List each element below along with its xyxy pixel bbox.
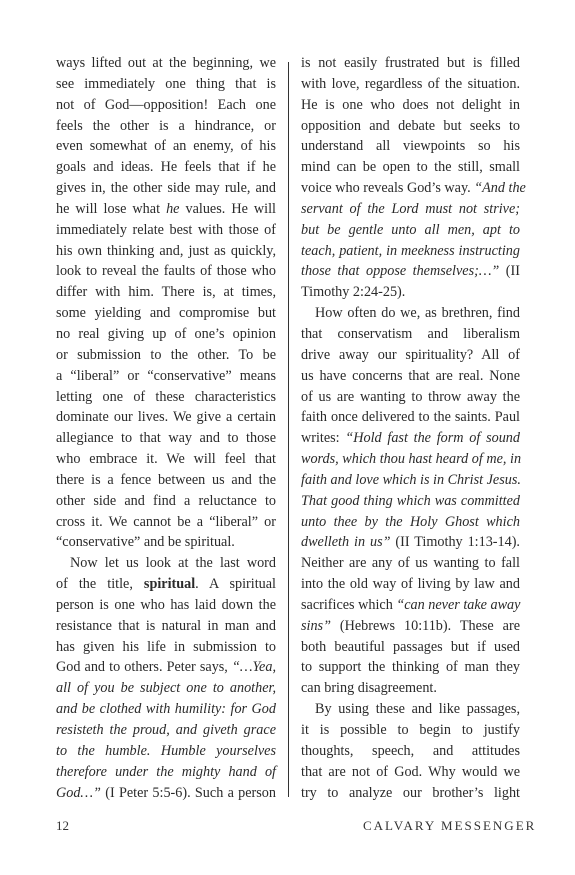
italic-text: “…Yea,	[231, 659, 276, 676]
text-segment: (II Timothy 1:13-14).	[390, 534, 520, 551]
text-segment: understand all viewpoints so his	[301, 138, 520, 155]
text-line	[56, 366, 276, 387]
text-line	[301, 657, 520, 678]
text-line	[301, 53, 520, 74]
text-line	[301, 532, 520, 553]
text-segment: (Hebrews 10:11b). These are	[330, 617, 520, 634]
text-segment: goals and ideas. He feels that if he	[56, 159, 276, 176]
text-line	[56, 220, 276, 241]
text-segment: allegiance to that way and to those	[56, 430, 276, 447]
text-line	[56, 53, 276, 74]
text-segment: look to reveal the faults of those who	[56, 263, 276, 280]
text-segment: both beautiful passages but if used	[301, 638, 520, 655]
text-segment: He is one who does not delight in	[301, 96, 520, 113]
text-segment: dominate our lives. We give a certain	[56, 409, 276, 426]
text-line	[301, 261, 520, 282]
text-line	[301, 199, 520, 220]
text-segment: (I Peter 5:5-6). Such a person	[100, 784, 276, 801]
text-segment: not of God—opposition! Each one	[56, 96, 276, 113]
text-segment: drive away our spirituality? All of	[301, 346, 520, 363]
text-segment: differ with him. There is, at times,	[56, 284, 276, 301]
text-line	[301, 783, 520, 804]
text-line	[56, 178, 276, 199]
text-line	[301, 407, 520, 428]
text-line	[56, 95, 276, 116]
text-segment: see immediately one thing that is	[56, 75, 276, 92]
text-segment: his own thinking and, just as quickly,	[56, 242, 276, 259]
text-line	[301, 512, 520, 533]
text-segment: a “liberal” or “conservative” means	[56, 367, 276, 384]
text-line	[301, 553, 520, 574]
text-segment: feels the other is a hindrance, or	[56, 117, 276, 134]
text-segment: has given his life in submission to	[56, 638, 276, 655]
text-segment: faith once delivered to the saints. Paul	[301, 409, 520, 426]
italic-text: God…”	[56, 784, 101, 801]
italic-text: That good thing which was committed	[301, 492, 520, 509]
italic-text: “can never take away	[396, 596, 521, 613]
text-line	[56, 720, 276, 741]
text-segment: voice who reveals God’s way.	[301, 180, 475, 197]
text-line	[56, 324, 276, 345]
bold-text: spiritual	[143, 576, 196, 593]
text-segment: letting one of these characteristics	[56, 388, 276, 405]
text-line	[56, 741, 276, 762]
italic-text: all of you be subject one to another,	[56, 680, 276, 697]
text-line	[56, 428, 276, 449]
text-line	[56, 574, 276, 595]
text-line	[301, 74, 520, 95]
text-segment: can bring disagreement.	[301, 680, 437, 697]
text-segment: no real giving up of one’s opinion	[56, 325, 276, 342]
text-line	[301, 637, 520, 658]
text-segment: he will lose what	[56, 200, 167, 217]
text-segment: values. He will	[179, 200, 276, 217]
text-segment: writes:	[301, 430, 346, 447]
text-segment: some yielding and compromise but	[56, 305, 276, 322]
text-segment: thoughts, speech, and attitudes	[301, 742, 520, 759]
text-segment: it is possible to begin to justify	[301, 722, 520, 738]
italic-text: resisteth the proud, and giveth grace	[56, 722, 276, 738]
italic-text: to the humble. Humble yourselves	[56, 742, 276, 759]
left-text-column	[56, 53, 276, 803]
text-line	[56, 157, 276, 178]
text-segment: By using these and like passages,	[315, 701, 520, 718]
italic-text: sins”	[301, 617, 331, 634]
italic-text: words, which thou hast heard of me, in	[301, 451, 522, 468]
text-segment: that are not of God. Why would we	[301, 763, 520, 780]
text-line	[56, 261, 276, 282]
text-line	[301, 116, 520, 137]
text-segment: other side and find a reluctance to	[56, 492, 276, 509]
text-segment: who embrace it. We will feel that	[56, 451, 276, 468]
text-line	[56, 512, 276, 533]
text-segment: (II	[499, 263, 520, 280]
text-segment: resistance that is natural in man and	[56, 617, 276, 634]
text-line	[56, 241, 276, 262]
text-line	[301, 699, 520, 720]
text-segment: sacrifices which	[301, 596, 397, 613]
text-line	[301, 470, 520, 491]
text-segment: with love, regardless of the situation.	[301, 75, 520, 92]
italic-text: therefore under the mighty hand of	[56, 763, 276, 780]
text-line	[301, 345, 520, 366]
text-segment: is not easily frustrated but is filled	[301, 55, 520, 71]
text-segment: there is a fence between us and the	[56, 471, 276, 488]
text-segment: immediately relate best with those of	[56, 221, 276, 238]
italic-text: dwelleth in us”	[301, 534, 391, 551]
column-divider	[288, 62, 289, 797]
text-segment: How often do we, as brethren, find	[315, 305, 520, 322]
text-line	[301, 595, 520, 616]
text-line	[301, 220, 520, 241]
text-segment: Neither are any of us wanting to fall	[301, 555, 520, 572]
text-segment: of the title,	[56, 576, 144, 593]
text-segment: mind can be open to the still, small	[301, 159, 520, 176]
italic-text: unto thee by the Holy Ghost which	[301, 513, 520, 530]
text-line	[56, 407, 276, 428]
italic-text: faith and love which is in Christ Jesus.	[301, 471, 521, 488]
right-text-column	[301, 53, 526, 803]
text-line	[56, 470, 276, 491]
text-line	[56, 532, 276, 553]
text-line	[56, 387, 276, 408]
text-line	[301, 428, 520, 449]
italic-text: “Hold fast the form of sound	[345, 430, 520, 447]
italic-text: teach, patient, in meekness instructing	[301, 242, 520, 259]
text-line	[56, 136, 276, 157]
text-segment: cross it. We cannot be a “liberal” or	[56, 513, 276, 530]
text-segment: even somewhat of an enemy, of his	[56, 138, 276, 155]
text-line	[56, 199, 276, 220]
text-line	[301, 95, 520, 116]
text-line	[56, 783, 276, 804]
text-segment: Timothy 2:24-25).	[301, 284, 406, 301]
text-line	[301, 157, 520, 178]
running-footer-title: CALVARY MESSENGER	[363, 818, 537, 833]
text-segment: opposition and debate but seeks to	[301, 117, 520, 134]
text-segment: God and to others. Peter says,	[56, 659, 232, 676]
text-segment: us have concerns that are real. None	[301, 367, 520, 384]
text-line	[56, 553, 276, 574]
text-line	[56, 699, 276, 720]
text-line	[301, 678, 520, 699]
text-line	[301, 282, 520, 303]
text-segment: . A spiritual	[195, 576, 276, 593]
italic-text: servant of the Lord must not strive;	[301, 200, 520, 217]
text-line	[301, 241, 520, 262]
text-segment: of us are wanting to throw away the	[301, 388, 520, 405]
text-segment: to support the thinking of man they	[301, 659, 520, 676]
text-segment: ways lifted out at the beginning, we	[56, 55, 276, 71]
text-line	[301, 574, 520, 595]
text-line	[56, 657, 276, 678]
text-line	[301, 324, 520, 345]
text-line	[56, 282, 276, 303]
text-line	[56, 303, 276, 324]
text-line	[301, 303, 520, 324]
text-line	[56, 74, 276, 95]
text-segment: try to analyze our brother’s light	[301, 784, 520, 801]
text-line	[301, 449, 520, 470]
page-number: 12	[56, 818, 69, 833]
text-line	[56, 637, 276, 658]
text-line	[301, 136, 520, 157]
text-line	[56, 616, 276, 637]
italic-text: those that oppose themselves;…”	[301, 263, 500, 280]
text-segment: “conservative” and be spiritual.	[56, 534, 235, 551]
italic-text: but be gentle unto all men, apt to	[301, 221, 520, 238]
text-segment: into the old way of living by law and	[301, 576, 520, 593]
text-line	[301, 491, 520, 512]
text-line	[301, 616, 520, 637]
text-line	[301, 387, 520, 408]
text-line	[56, 449, 276, 470]
italic-text: and be clothed with humility: for God	[56, 701, 276, 718]
text-segment: or submission to the other. To be	[56, 346, 276, 363]
text-segment: Now let us look at the last word	[70, 555, 276, 572]
text-line	[56, 491, 276, 512]
text-line	[301, 178, 526, 199]
text-segment: person is one who has laid down the	[56, 596, 276, 613]
text-line	[56, 345, 276, 366]
text-segment: that conservatism and liberalism	[301, 325, 520, 342]
text-segment: gives in, the other side may rule, and	[56, 180, 276, 197]
italic-text: “And the	[474, 180, 526, 197]
text-line	[301, 741, 520, 762]
text-line	[56, 595, 276, 616]
text-line	[301, 762, 520, 783]
text-line	[301, 720, 520, 741]
text-line	[56, 116, 276, 137]
text-line	[56, 762, 276, 783]
text-line	[56, 678, 276, 699]
italic-text: he	[166, 200, 180, 217]
text-line	[301, 366, 520, 387]
